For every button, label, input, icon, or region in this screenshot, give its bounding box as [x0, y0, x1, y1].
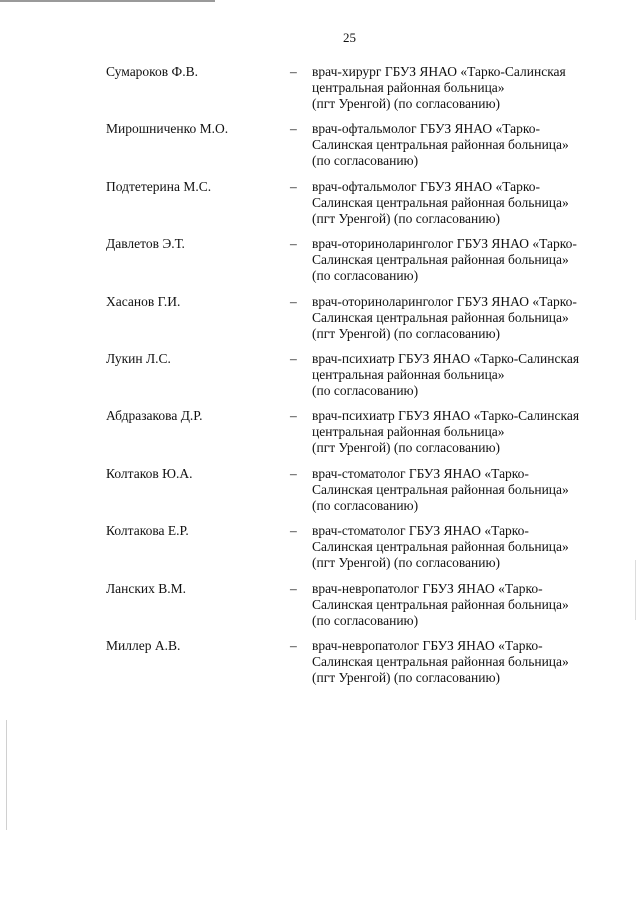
role-line: (пгт Уренгой) (по согласованию) [312, 96, 501, 111]
member-name: Лукин Л.С. [106, 351, 171, 366]
role-line: (по согласованию) [312, 612, 419, 628]
member-name: Миллер А.В. [106, 638, 181, 653]
member-role [312, 64, 612, 112]
list-item [0, 121, 640, 173]
member-name: Сумароков Ф.В. [106, 64, 198, 79]
role-line: Салинская центральная районная больница» [312, 654, 569, 669]
role-line: Салинская центральная районная больница» [312, 194, 569, 210]
role-line: (пгт Уренгой) (по согласованию) [312, 210, 501, 226]
role-line: (по согласованию) [312, 268, 419, 284]
role-line: врач-офтальмолог ГБУЗ ЯНАО «Тарко- [312, 121, 541, 137]
list-item [0, 179, 640, 231]
dash-separator: – [290, 580, 297, 596]
role-line: врач-оториноларинголог ГБУЗ ЯНАО «Тарко- [312, 236, 577, 252]
member-name: Колтакова Е.Р. [106, 523, 189, 539]
dash-separator: – [290, 465, 297, 481]
list-item [0, 294, 640, 346]
role-line: врач-психиатр ГБУЗ ЯНАО «Тарко-Салинская [312, 408, 580, 424]
member-name: Колтаков Ю.А. [106, 465, 193, 481]
role-line: врач-невропатолог ГБУЗ ЯНАО «Тарко- [312, 580, 543, 596]
list-item [0, 236, 640, 288]
role-line: центральная районная больница» [312, 367, 505, 382]
member-role [312, 581, 612, 629]
page-number: 25 [343, 30, 356, 45]
role-line: Салинская центральная районная больница» [312, 596, 569, 612]
member-role [312, 236, 612, 284]
role-line: Салинская центральная районная больница» [312, 539, 569, 555]
dash-separator: – [290, 64, 297, 79]
member-name: Давлетов Э.Т. [106, 236, 185, 252]
dash-separator: – [290, 351, 297, 366]
dash-separator: – [290, 523, 297, 539]
dash-separator: – [290, 638, 297, 653]
member-name: Подтетерина М.С. [106, 178, 212, 194]
role-line: Салинская центральная районная больница» [312, 481, 569, 497]
role-line: врач-невропатолог ГБУЗ ЯНАО «Тарко- [312, 638, 543, 653]
role-line: врач-стоматолог ГБУЗ ЯНАО «Тарко- [312, 465, 529, 481]
list-item [0, 581, 640, 633]
member-name: Хасанов Г.И. [106, 293, 181, 309]
role-line: Салинская центральная районная больница» [312, 252, 569, 268]
role-line: центральная районная больница» [312, 424, 505, 440]
member-role [312, 408, 612, 456]
role-line: центральная районная больница» [312, 80, 505, 95]
member-name: Мирошниченко М.О. [106, 121, 229, 137]
list-item [0, 638, 640, 690]
dash-separator: – [290, 178, 297, 194]
dash-separator: – [290, 236, 297, 252]
list-item [0, 408, 640, 460]
list-item [0, 64, 640, 116]
role-line: врач-офтальмолог ГБУЗ ЯНАО «Тарко- [312, 178, 541, 194]
list-item [0, 466, 640, 518]
role-line: (пгт Уренгой) (по согласованию) [312, 440, 501, 456]
role-line: (пгт Уренгой) (по согласованию) [312, 670, 501, 685]
role-line: (по согласованию) [312, 497, 419, 513]
member-role [312, 638, 612, 686]
list-item [0, 523, 640, 575]
member-name: Абдразакова Д.Р. [106, 408, 203, 424]
scan-border-line [0, 0, 215, 2]
member-role [312, 466, 612, 514]
dash-separator: – [290, 408, 297, 424]
role-line: (пгт Уренгой) (по согласованию) [312, 325, 501, 341]
scan-edge-mark [6, 720, 7, 830]
dash-separator: – [290, 293, 297, 309]
member-name: Ланских В.М. [106, 580, 187, 596]
member-role [312, 351, 612, 399]
member-role [312, 523, 612, 571]
role-line: (пгт Уренгой) (по согласованию) [312, 555, 501, 571]
role-line: врач-психиатр ГБУЗ ЯНАО «Тарко-Салинская [312, 351, 580, 366]
role-line: Салинская центральная районная больница» [312, 309, 569, 325]
member-role [312, 121, 612, 169]
dash-separator: – [290, 121, 297, 137]
member-role [312, 294, 612, 342]
role-line: (по согласованию) [312, 153, 419, 169]
role-line: Салинская центральная районная больница» [312, 137, 569, 153]
role-line: врач-оториноларинголог ГБУЗ ЯНАО «Тарко- [312, 293, 577, 309]
role-line: врач-хирург ГБУЗ ЯНАО «Тарко-Салинская [312, 64, 566, 79]
member-role [312, 179, 612, 227]
role-line: врач-стоматолог ГБУЗ ЯНАО «Тарко- [312, 523, 529, 539]
list-item [0, 351, 640, 403]
role-line: (по согласованию) [312, 383, 419, 398]
